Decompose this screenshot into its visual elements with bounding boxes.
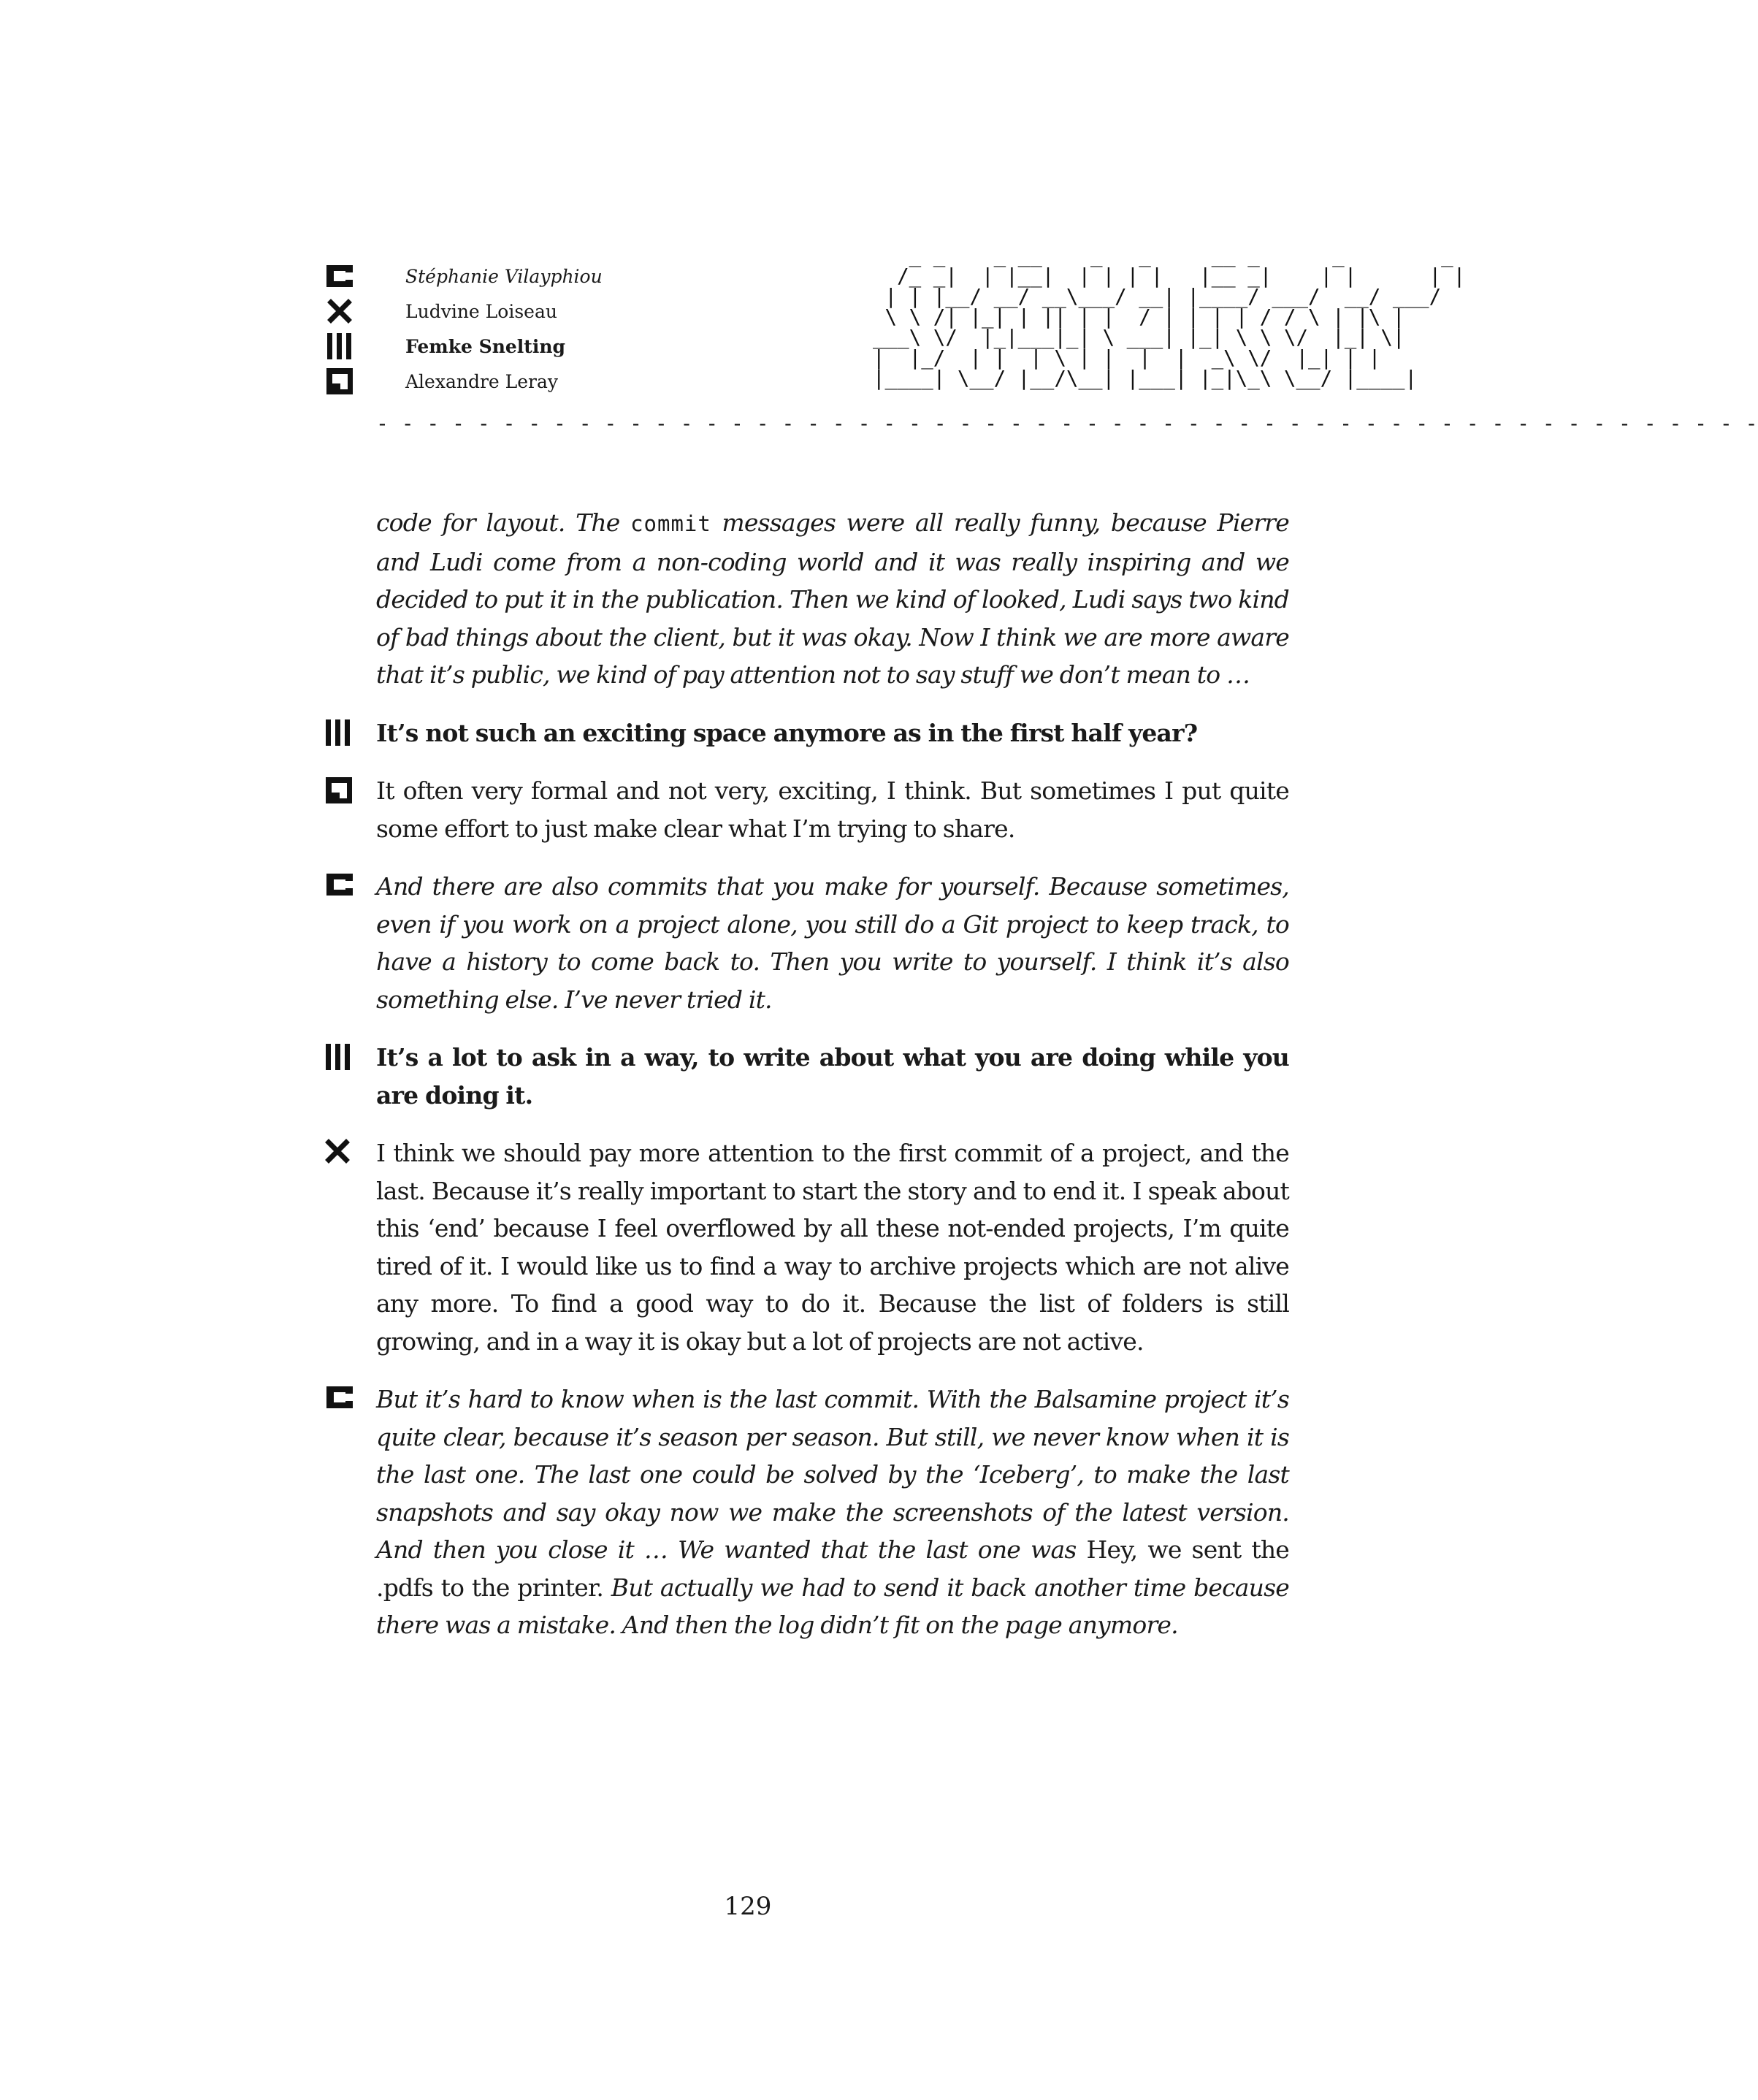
paragraph-text: It’s not such an exciting space anymore as in the first half year? [376, 718, 1198, 747]
triple-bar-icon [325, 714, 376, 748]
corner-square-icon [325, 367, 354, 396]
speaker-name-femke: Femke Snelting [405, 335, 566, 357]
cross-icon [325, 1134, 376, 1168]
cross-icon [325, 297, 354, 326]
triple-bar-icon [325, 332, 354, 361]
paragraph-text: It often very formal and not very, exciting, I think. But sometimes I put quite some effort to just make clear what I’m trying to share. [376, 776, 1289, 843]
quoted-commit-message: Hey, we sent the .pdfs to the printer. [376, 1535, 1289, 1602]
paragraph-text: But it’s hard to know when is the last commit. With the Balsamine project it’s quite clear, because it’s season per season. But still, we never know when it is the last one. The last one could be solved by the ‘Iceberg’, to make the last snapshots and say okay now we make the screenshots of the latest version. And then you close it … We wanted that the last one was Hey, we sent the .pdfs to the printer. But actually we had to send it back another time because there was a mistake. And then the log didn’t fit on the page anymore. [376, 1385, 1289, 1639]
ascii-title: _ _ _ __ _ _ __ _ _ _ /_ _| | |__| | | | | |__ _| | | | | | | |__/ __/ __\___/ __| |____/ ___/ __/ ___/ \ \ /| |_| | || | | / | | | | / / \ | |\ | ___\ \/ |_|___|_| \ ___| |_| \ \ \/ |_| \| | |_/ | | | \ | | | | _\ \/ |_| | | |____| \__/ |__/\__| |___| |_|\_\ \__/ |____| [873, 244, 1466, 390]
bracket-icon [325, 1381, 376, 1414]
paragraph-text: code for layout. The commit messages were all really funny, because Pierre and Ludi come from a non-coding world and it was really inspiring and we decided to put it in the publication. Then we kind of looked, Ludi says two kind of bad things about the client, but it was okay. Now I think we are more aware that it’s public, we kind of pay attention not to say stuff we don’t mean to … [376, 508, 1289, 689]
paragraph-text: It’s a lot to ask in a way, to write about what you are doing while you are doing it. [376, 1043, 1289, 1110]
paragraph-continued [325, 504, 1289, 694]
paragraph-femke [325, 1039, 1289, 1114]
code-commit: commit [630, 511, 711, 536]
legend-row-ludvine [325, 294, 557, 328]
corner-square-icon [325, 772, 376, 806]
legend-row-stephanie [325, 259, 603, 293]
speaker-name-ludvine: Ludvine Loiseau [405, 300, 557, 322]
paragraph-alexandre [325, 772, 1289, 847]
paragraph-femke [325, 714, 1289, 752]
legend-row-alexandre [325, 364, 558, 398]
page-number: 129 [724, 1892, 772, 1921]
dashed-rule: - - - - - - - - - - - - - - - - - - - - - - - - - - - - - - - - - - - - - - - - - - - - - - - - - - - - - - - [376, 411, 1758, 435]
bracket-icon [325, 261, 354, 291]
speaker-name-alexandre: Alexandre Leray [405, 370, 559, 392]
paragraph-ludvine [325, 1134, 1289, 1360]
speaker-name-stephanie: Stéphanie Vilayphiou [405, 265, 603, 287]
legend-row-femke [325, 329, 565, 363]
conversation [325, 504, 1289, 1665]
paragraph-text: I think we should pay more attention to the first commit of a project, and the last. Because it’s really important to start the story and to end it. I speak about this ‘end’ because I feel overflowed by all these not-ended projects, I’m quite tired of it. I would like us to find a way to archive projects which are not alive any more. To find a good way to do it. Because the list of folders is still growing, and in a way it is okay but a lot of projects are not active. [376, 1139, 1289, 1356]
triple-bar-icon [325, 1039, 376, 1072]
paragraph-stephanie [325, 1381, 1289, 1644]
paragraph-stephanie [325, 868, 1289, 1018]
paragraph-text: And there are also commits that you make for yourself. Because sometimes, even if you work on a project alone, you still do a Git project to keep track, to have a history to come back to. Then you write to yourself. I think it’s also something else. I’ve never tried it. [376, 872, 1289, 1014]
bracket-icon [325, 868, 376, 901]
